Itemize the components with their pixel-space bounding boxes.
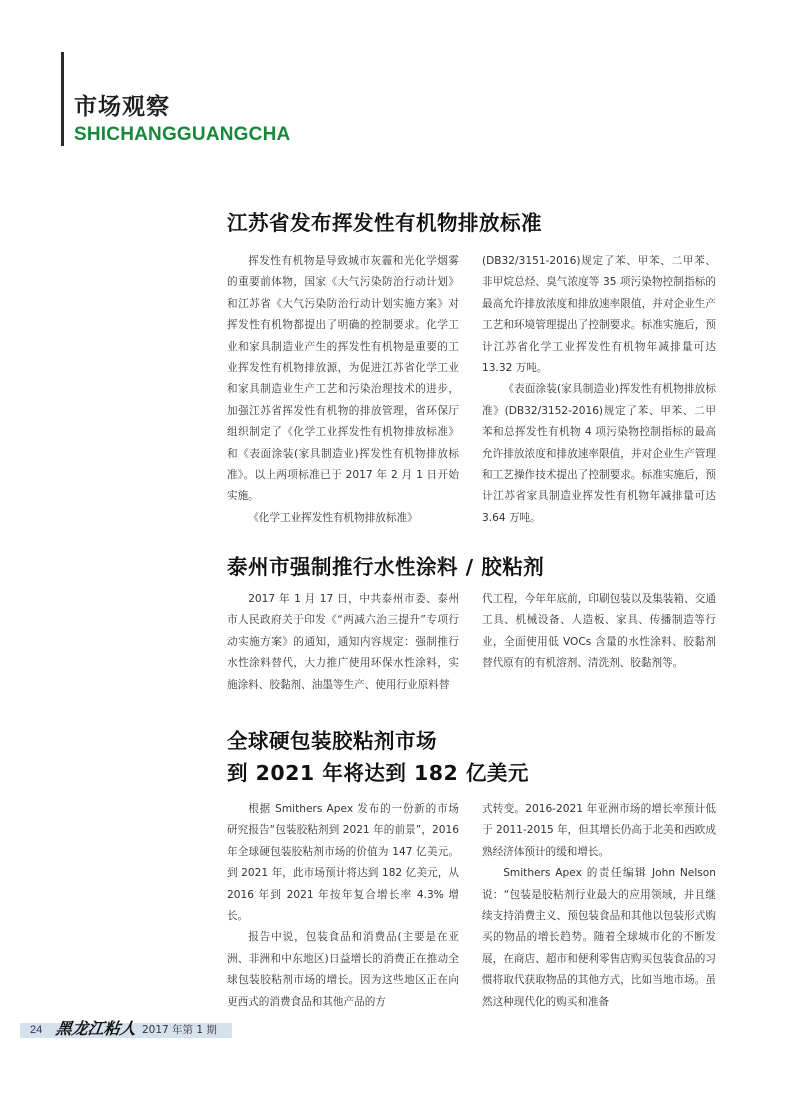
section-title: 市场观察 [74,94,170,120]
paragraph: 挥发性有机物是导致城市灰霾和光化学烟雾的重要前体物，国家《大气污染防治行动计划》和江苏省《大气污染防治行动计划实施方案》对挥发性有机物都提出了明确的控制要求。化学工业和家具制造业产生的挥发性有机物是重要的工业挥发性有机物排放源，为促进江苏省化学工业和家具制造业生产工艺和污染治理技术的进步，加强江苏省挥发性有机物的排放管理，省环保厅组织制定了《化学工业挥发性有机物排放标准》和《表面涂装(家具制造业)挥发性有机物排放标准》。以上两项标准已于 2017 年 2 月 1 日开始实施。 [227,255,459,503]
paragraph: 根据 Smithers Apex 发布的一份新的市场研究报告“包装胶粘剂到 2021 年的前景”，2016 年全球硬包装胶粘剂市场的价值为 147 亿美元。到 2021 年，此市场预计将达到 182 亿美元，从 2016 年到 2021 年按年复合增长率 4.3% 增长。 [227,803,459,923]
article-1-column-right [482,251,716,529]
paragraph: 代工程，今年年底前，印刷包装以及集装箱、交通工具、机械设备、人造板、家具、传播制造等行业，全面使用低 VOCs 含量的水性涂料、胶黏剂替代原有的有机溶剂、清洗剂、胶黏剂等。 [482,593,716,670]
article-1-column-left [227,251,459,529]
paragraph: 2017 年 1 月 17 日，中共泰州市委、泰州市人民政府关于印发《“两减六治三提升”专项行动实施方案》的通知，通知内容规定：强制推行水性涂料替代，大力推广使用环保水性涂料，实施涂料、胶黏剂、油墨等生产、使用行业原料替 [227,593,459,691]
article-1-title: 江苏省发布挥发性有机物排放标准 [227,211,542,235]
paragraph: 报告中说，包装食品和消费品(主要是在亚洲、非洲和中东地区)日益增长的消费正在推动全球包装胶粘剂市场的增长。因为这些地区正在向更西式的消费食品和其他产品的方 [227,931,459,1008]
paragraph: Smithers Apex 的责任编辑 John Nelson 说：“包装是胶粘剂行业最大的应用领域，并且继续支持消费主义、预包装食品和其他以包装形式购买的物品的增长趋势。随着全球城市化的不断发展，在商店、超市和便利零售店购买包装食品的习惯将取代获取物品的其他方式，比如当地市场。虽然这种现代化的购买和准备 [482,867,716,1008]
paragraph: 式转变。2016-2021 年亚洲市场的增长率预计低于 2011-2015 年，但其增长仍高于北美和西欧成熟经济体预计的缓和增长。 [482,803,716,858]
article-2-title: 泰州市强制推行水性涂料 / 胶粘剂 [227,555,545,579]
article-3-column-right [482,799,716,1013]
paragraph: 《化学工业挥发性有机物排放标准》 [248,511,418,524]
issue-label: 2017 年第 1 期 [142,1024,217,1036]
article-2-column-left [227,589,459,696]
magazine-logo: 黑龙江粘人 [54,1019,138,1038]
article-3-title-line-1: 全球硬包装胶粘剂市场 [227,729,437,753]
article-3-title [227,725,529,789]
article-3-title-line-2: 到 2021 年将达到 182 亿美元 [227,761,529,785]
article-3-column-left [227,799,459,1013]
page-number: 24 [30,1024,43,1036]
article-2-column-right [482,589,716,675]
paragraph: (DB32/3151-2016)规定了苯、甲苯、二甲苯、非甲烷总烃、臭气浓度等 35 项污染物控制指标的最高允许排放浓度和排放速率限值，并对企业生产工艺和环境管理提出了控制要求。标准实施后，预计江苏省化学工业挥发性有机物年减排量可达 13.32 万吨。 [482,255,716,375]
section-accent-bar [61,52,64,146]
paragraph: 《表面涂装(家具制造业)挥发性有机物排放标准》(DB32/3152-2016)规定了苯、甲苯、二甲苯和总挥发性有机物 4 项污染物控制指标的最高允许排放浓度和排放速率限值，并对企业生产管理和工艺操作技术提出了控制要求。标准实施后，预计江苏省家具制造业挥发性有机物年减排量可达 3.64 万吨。 [482,383,716,524]
section-pinyin: SHICHANGGUANGCHA [74,124,291,145]
